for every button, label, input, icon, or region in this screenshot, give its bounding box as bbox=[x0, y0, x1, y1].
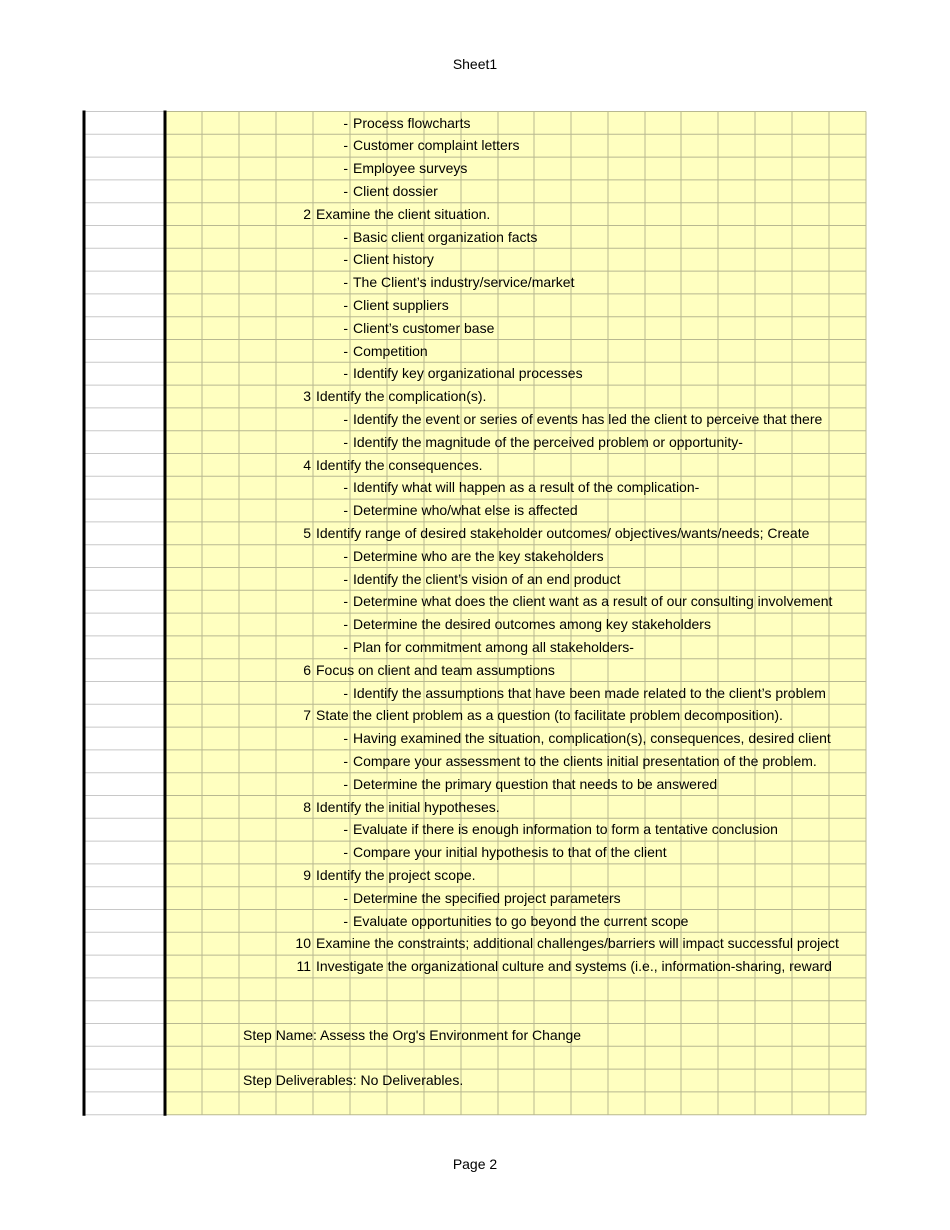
bullet-dash: - bbox=[343, 296, 348, 313]
step-title: Identify the project scope. bbox=[316, 866, 476, 883]
step-title: Examine the constraints; additional challenges/barriers will impact successful project bbox=[316, 935, 839, 952]
table-row bbox=[84, 613, 866, 636]
step-title: Identify the initial hypotheses. bbox=[316, 798, 500, 815]
sub-item-text: Customer complaint letters bbox=[353, 137, 520, 154]
table-row bbox=[84, 134, 866, 157]
table-row bbox=[84, 294, 866, 317]
table-row bbox=[84, 476, 866, 499]
step-title: Investigate the organizational culture and systems (i.e., information-sharing, reward bbox=[316, 958, 832, 975]
bullet-dash: - bbox=[343, 821, 348, 838]
table-row bbox=[84, 1024, 866, 1047]
bullet-dash: - bbox=[343, 433, 348, 450]
step-title: Identify range of desired stakeholder outcomes/ objectives/wants/needs; Create bbox=[316, 524, 810, 541]
bullet-dash: - bbox=[343, 114, 348, 131]
table-row bbox=[84, 317, 866, 340]
table-row bbox=[84, 659, 866, 682]
sub-item-text: Process flowcharts bbox=[353, 114, 471, 131]
step-title: Examine the client situation. bbox=[316, 205, 491, 222]
sub-item-text: Identify the client’s vision of an end product bbox=[353, 570, 621, 587]
sub-item-text: Evaluate if there is enough information to form a tentative conclusion bbox=[353, 821, 778, 838]
step-title: Identify the consequences. bbox=[316, 456, 483, 473]
table-row bbox=[84, 271, 866, 294]
table-row bbox=[84, 431, 866, 454]
bullet-dash: - bbox=[343, 342, 348, 359]
step-title: Focus on client and team assumptions bbox=[316, 661, 555, 678]
sub-item-text: Client dossier bbox=[353, 182, 438, 199]
sub-item-text: Basic client organization facts bbox=[353, 228, 538, 245]
table-row bbox=[84, 545, 866, 568]
table-row bbox=[84, 727, 866, 750]
sub-item-text: Employee surveys bbox=[353, 160, 468, 177]
table-row bbox=[84, 454, 866, 477]
sub-item-text: Compare your initial hypothesis to that of the client bbox=[353, 844, 667, 861]
page-number: Page 2 bbox=[452, 1156, 498, 1172]
sub-item-text: Having examined the situation, complication(s), consequences, desired client bbox=[353, 730, 831, 747]
bullet-dash: - bbox=[343, 752, 348, 769]
table-row bbox=[84, 226, 866, 249]
table-row bbox=[84, 362, 866, 385]
bullet-dash: - bbox=[343, 616, 348, 633]
sub-item-text: Identify the event or series of events has led the client to perceive that there bbox=[353, 410, 823, 427]
bullet-dash: - bbox=[343, 410, 348, 427]
table-row bbox=[84, 955, 866, 978]
step-number: 10 bbox=[295, 935, 311, 952]
table-row bbox=[84, 796, 866, 819]
bullet-dash: - bbox=[343, 570, 348, 587]
bullet-dash: - bbox=[343, 479, 348, 496]
step-number: 4 bbox=[303, 456, 311, 473]
step-number: 8 bbox=[303, 798, 311, 815]
step-number: 5 bbox=[303, 524, 311, 541]
table-row bbox=[84, 112, 866, 135]
table-row bbox=[84, 773, 866, 796]
bullet-dash: - bbox=[343, 889, 348, 906]
step-title: State the client problem as a question (to facilitate problem decomposition). bbox=[316, 707, 783, 724]
bullet-dash: - bbox=[343, 228, 348, 245]
step-number: 9 bbox=[303, 866, 311, 883]
table-row bbox=[84, 590, 866, 613]
table-row bbox=[84, 408, 866, 431]
bullet-dash: - bbox=[343, 844, 348, 861]
table-row bbox=[84, 682, 866, 705]
sub-item-text: Client’s customer base bbox=[353, 319, 495, 336]
sub-item-text: Determine the specified project parameters bbox=[353, 889, 621, 906]
bullet-dash: - bbox=[343, 684, 348, 701]
step-title: Identify the complication(s). bbox=[316, 388, 487, 405]
bullet-dash: - bbox=[343, 251, 348, 268]
table-row bbox=[84, 180, 866, 203]
step-label: Step Deliverables: No Deliverables. bbox=[243, 1072, 464, 1089]
sub-item-text: The Client’s industry/service/market bbox=[353, 274, 575, 291]
bullet-dash: - bbox=[343, 547, 348, 564]
table-row bbox=[84, 340, 866, 363]
bullet-dash: - bbox=[343, 182, 348, 199]
sub-item-text: Determine who/what else is affected bbox=[353, 502, 578, 519]
step-number: 7 bbox=[303, 707, 311, 724]
sub-item-text: Determine who are the key stakeholders bbox=[353, 547, 604, 564]
bullet-dash: - bbox=[343, 638, 348, 655]
sub-item-text: Identify what will happen as a result of the complication- bbox=[353, 479, 700, 496]
table-row bbox=[84, 157, 866, 180]
table-row bbox=[84, 841, 866, 864]
sub-item-text: Determine the primary question that needs to be answered bbox=[353, 775, 718, 792]
table-row bbox=[84, 203, 866, 226]
table-row bbox=[84, 522, 866, 545]
sub-item-text: Evaluate opportunities to go beyond the current scope bbox=[353, 912, 689, 929]
bullet-dash: - bbox=[343, 137, 348, 154]
table-row bbox=[84, 568, 866, 591]
sub-item-text: Client suppliers bbox=[353, 296, 449, 313]
sub-item-text: Identify the magnitude of the perceived problem or opportunity- bbox=[353, 433, 743, 450]
bullet-dash: - bbox=[343, 912, 348, 929]
table-row bbox=[84, 887, 866, 910]
table-row bbox=[84, 1069, 866, 1092]
table-row bbox=[84, 818, 866, 841]
table-row bbox=[84, 1046, 866, 1069]
bullet-dash: - bbox=[343, 274, 348, 291]
sub-item-text: Client history bbox=[353, 251, 434, 268]
table-row bbox=[84, 864, 866, 887]
sub-item-text: Determine the desired outcomes among key stakeholders bbox=[353, 616, 711, 633]
table-row bbox=[84, 910, 866, 933]
table-row bbox=[84, 1001, 866, 1024]
sub-item-text: Determine what does the client want as a result of our consulting involvement bbox=[353, 593, 833, 610]
table-row bbox=[84, 499, 866, 522]
table-row bbox=[84, 704, 866, 727]
table-row bbox=[84, 978, 866, 1001]
bullet-dash: - bbox=[343, 502, 348, 519]
table-row bbox=[84, 1092, 866, 1115]
sub-item-text: Compare your assessment to the clients initial presentation of the problem. bbox=[353, 752, 817, 769]
step-number: 6 bbox=[303, 661, 311, 678]
table-row bbox=[84, 385, 866, 408]
table-row bbox=[84, 750, 866, 773]
step-number: 11 bbox=[296, 958, 311, 975]
sub-item-text: Identify the assumptions that have been made related to the client’s problem bbox=[353, 684, 826, 701]
step-label: Step Name: Assess the Org's Environment for Change bbox=[243, 1026, 582, 1043]
table-row bbox=[84, 932, 866, 955]
table-row bbox=[84, 636, 866, 659]
table-row bbox=[84, 248, 866, 271]
page-header: Sheet1 bbox=[452, 56, 498, 72]
bullet-dash: - bbox=[343, 319, 348, 336]
bullet-dash: - bbox=[343, 775, 348, 792]
step-number: 2 bbox=[303, 205, 311, 222]
bullet-dash: - bbox=[343, 365, 348, 382]
bullet-dash: - bbox=[343, 593, 348, 610]
bullet-dash: - bbox=[343, 730, 348, 747]
bullet-dash: - bbox=[343, 160, 348, 177]
step-number: 3 bbox=[303, 388, 311, 405]
sub-item-text: Identify key organizational processes bbox=[353, 365, 583, 382]
sub-item-text: Plan for commitment among all stakeholders- bbox=[353, 638, 634, 655]
sub-item-text: Competition bbox=[353, 342, 428, 359]
